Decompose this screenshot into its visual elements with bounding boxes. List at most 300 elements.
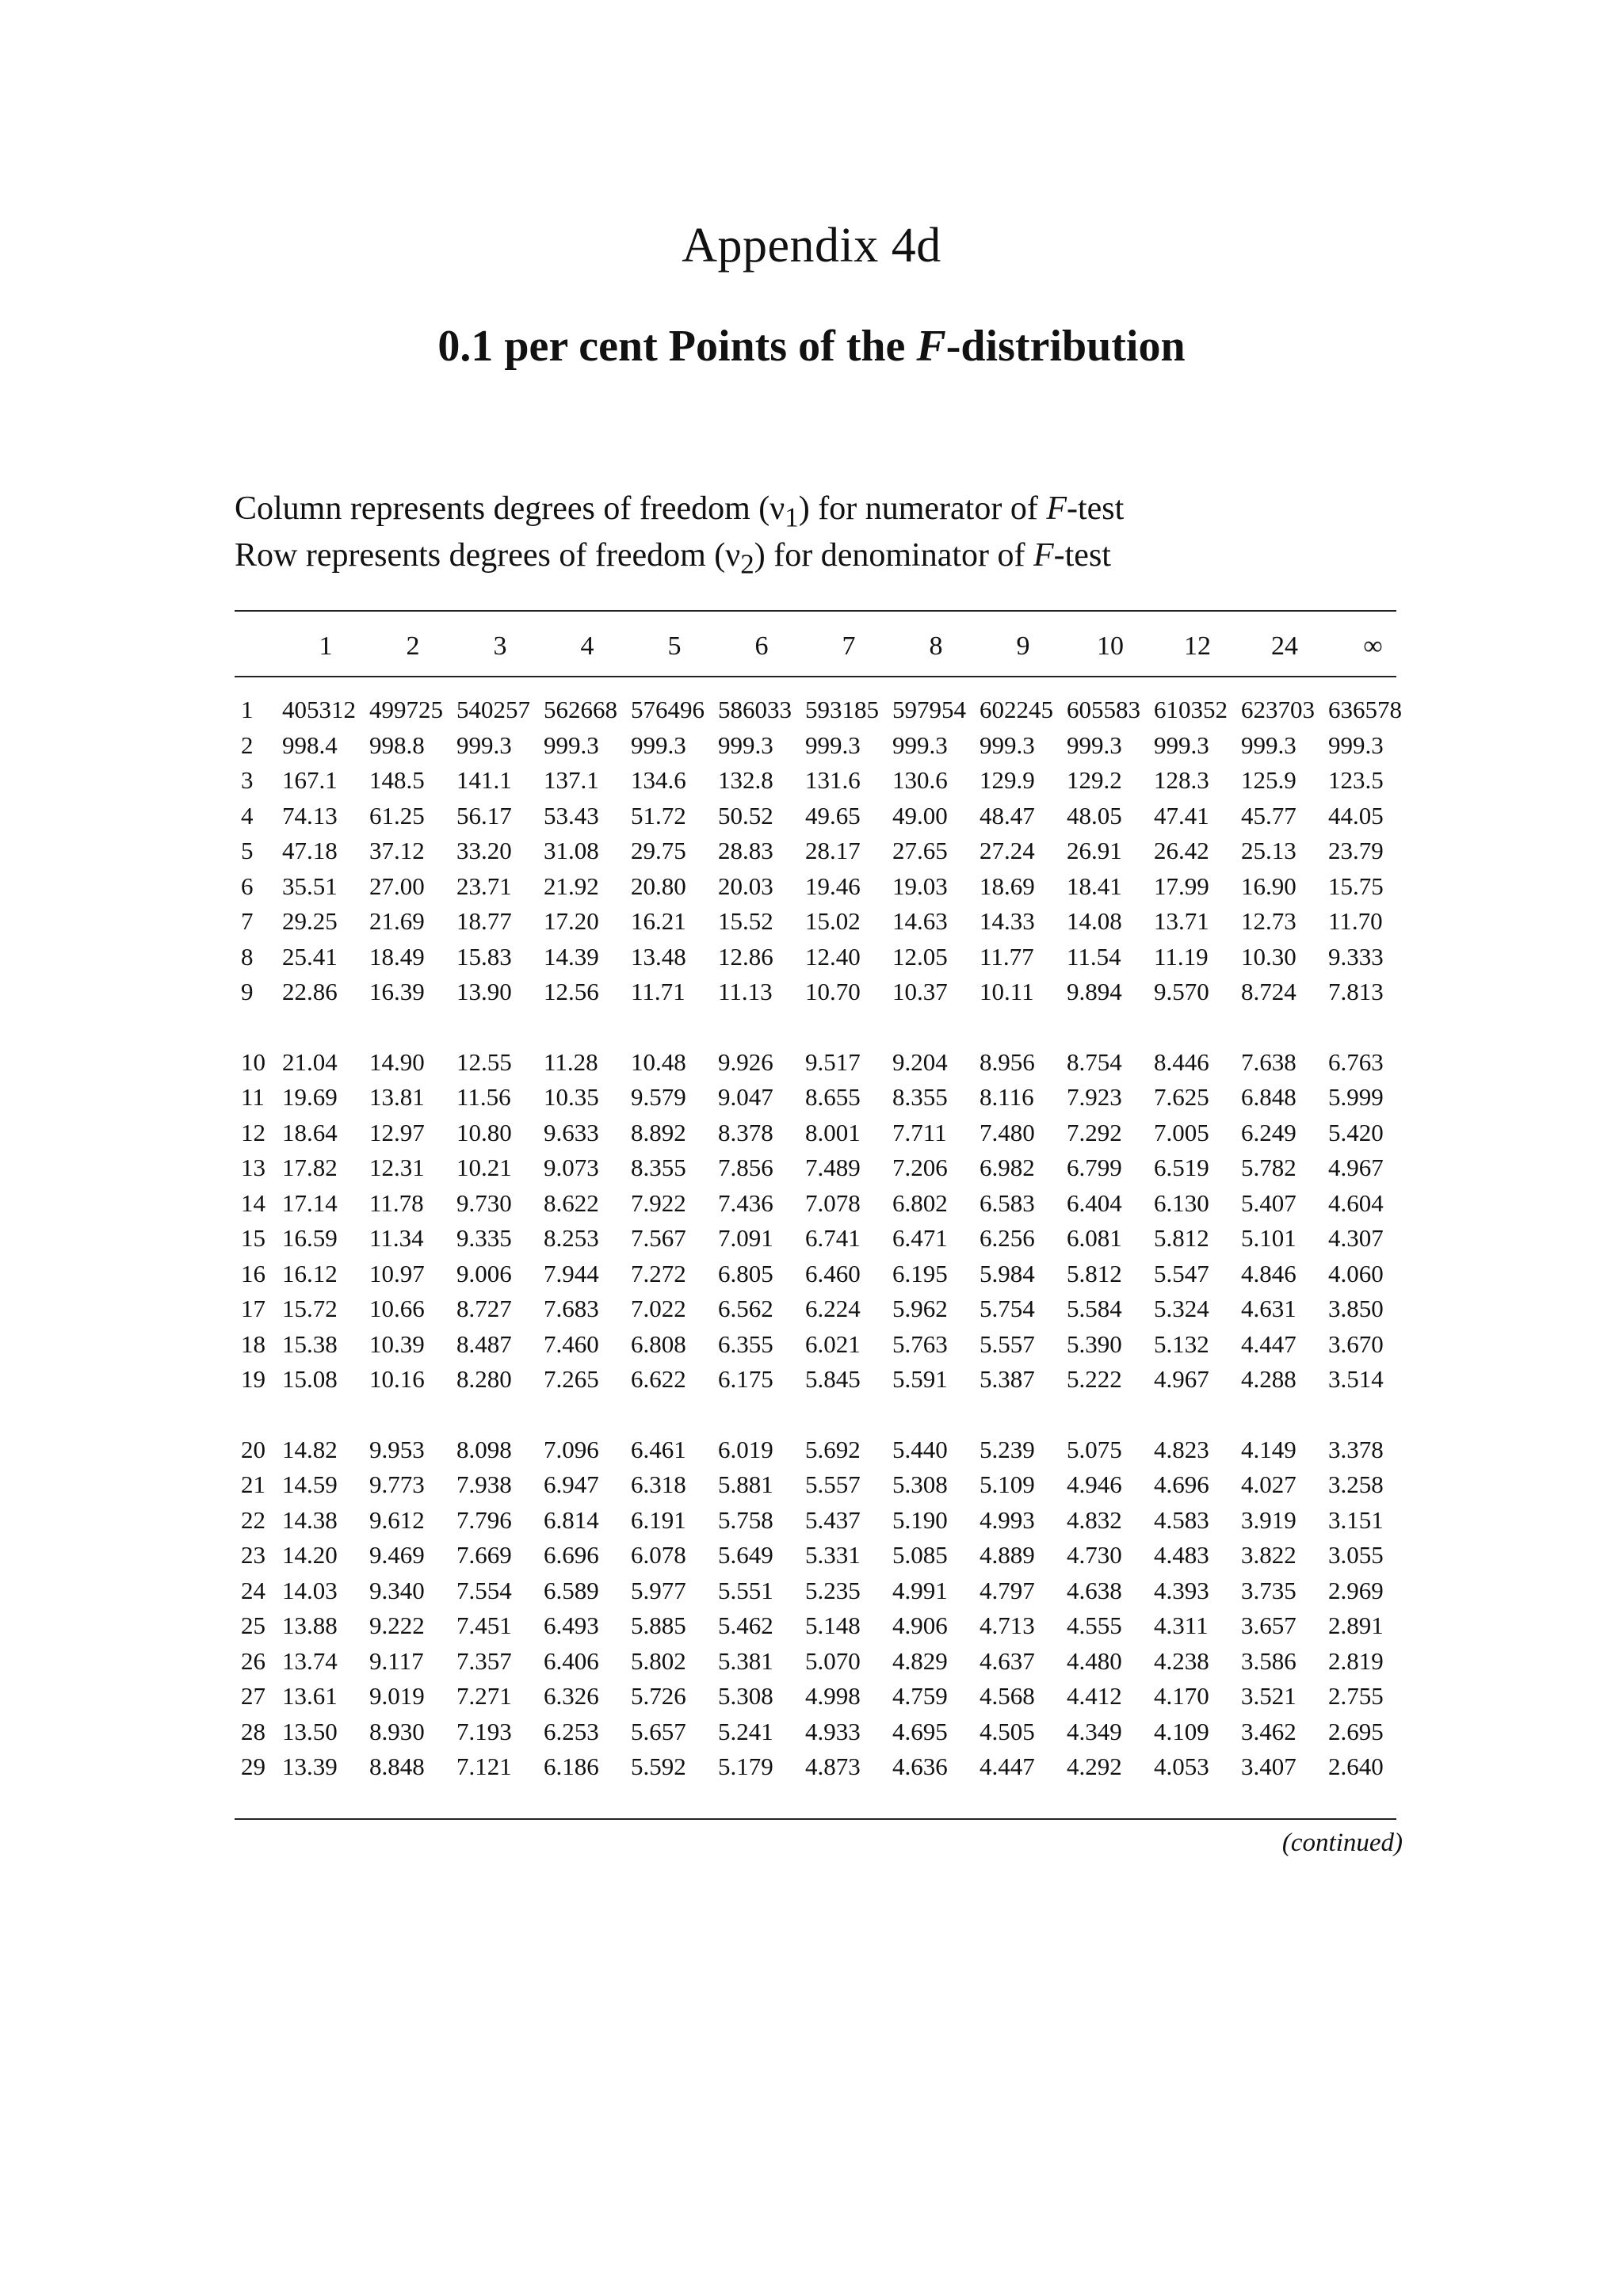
table-cell: 998.8 <box>369 730 425 759</box>
table-cell: 4.555 <box>1067 1611 1122 1640</box>
table-cell: 5.881 <box>718 1470 773 1499</box>
table-cell: 5.812 <box>1067 1259 1122 1287</box>
table-row <box>235 1467 1418 1503</box>
table-cell: 9.730 <box>456 1188 512 1217</box>
row-label: 28 <box>241 1717 265 1745</box>
table-cell: 4.447 <box>980 1753 1035 1781</box>
table-cell: 7.193 <box>456 1717 512 1745</box>
row-label: 24 <box>241 1576 265 1604</box>
column-header: ∞ <box>1363 631 1383 661</box>
table-cell: 3.514 <box>1328 1365 1384 1394</box>
f-distribution-table <box>235 618 1418 1785</box>
table-cell: 3.586 <box>1241 1646 1296 1675</box>
row-label: 14 <box>241 1188 265 1217</box>
table-title-italic: F <box>916 322 946 371</box>
table-cell: 999.3 <box>980 730 1035 759</box>
table-cell: 6.130 <box>1154 1188 1209 1217</box>
row-label: 27 <box>241 1682 265 1711</box>
table-cell: 9.333 <box>1328 942 1384 971</box>
table-cell: 10.11 <box>980 978 1034 1006</box>
table-cell: 14.39 <box>544 942 599 971</box>
table-cell: 10.37 <box>892 978 948 1006</box>
table-cell: 9.953 <box>369 1435 425 1463</box>
table-cell: 14.08 <box>1067 907 1122 936</box>
table-cell: 5.763 <box>892 1329 948 1358</box>
table-cell: 10.39 <box>369 1329 425 1358</box>
table-cell: 28.17 <box>805 837 861 865</box>
table-cell: 5.984 <box>980 1259 1035 1287</box>
table-cell: 7.265 <box>544 1365 599 1394</box>
table-cell: 6.519 <box>1154 1154 1209 1182</box>
table-cell: 623703 <box>1241 696 1315 724</box>
table-cell: 17.20 <box>544 907 599 936</box>
table-cell: 4.412 <box>1067 1682 1122 1711</box>
table-cell: 9.469 <box>369 1541 425 1569</box>
table-cell: 4.823 <box>1154 1435 1209 1463</box>
table-cell: 6.224 <box>805 1295 861 1323</box>
table-cell: 4.846 <box>1241 1259 1296 1287</box>
table-cell: 4.696 <box>1154 1470 1209 1499</box>
table-cell: 2.891 <box>1328 1611 1384 1640</box>
table-cell: 47.41 <box>1154 801 1209 830</box>
table-bottom-rule <box>235 1818 1396 1820</box>
table-cell: 4.636 <box>892 1753 948 1781</box>
table-cell: 5.812 <box>1154 1224 1209 1253</box>
table-cell: 48.47 <box>980 801 1035 830</box>
table-cell: 14.90 <box>369 1047 425 1076</box>
table-cell: 6.404 <box>1067 1188 1122 1217</box>
table-cell: 53.43 <box>544 801 599 830</box>
table-cell: 9.894 <box>1067 978 1122 1006</box>
table-cell: 11.28 <box>544 1047 598 1076</box>
column-header: 5 <box>667 631 682 661</box>
table-cell: 4.480 <box>1067 1646 1122 1675</box>
table-cell: 2.695 <box>1328 1717 1384 1745</box>
table-cell: 49.00 <box>892 801 948 830</box>
table-cell: 9.117 <box>369 1646 424 1675</box>
table-cell: 31.08 <box>544 837 599 865</box>
table-cell: 5.845 <box>805 1365 861 1394</box>
table-cell: 4.998 <box>805 1682 861 1711</box>
table-cell: 5.179 <box>718 1753 773 1781</box>
table-top-rule <box>235 610 1396 612</box>
table-cell: 7.944 <box>544 1259 599 1287</box>
table-cell: 27.24 <box>980 837 1035 865</box>
table-cell: 11.78 <box>369 1188 424 1217</box>
table-cell: 4.797 <box>980 1576 1035 1604</box>
table-cell: 4.873 <box>805 1753 861 1781</box>
table-cell: 12.05 <box>892 942 948 971</box>
table-cell: 2.640 <box>1328 1753 1384 1781</box>
table-cell: 7.625 <box>1154 1083 1209 1112</box>
table-cell: 5.148 <box>805 1611 861 1640</box>
description-line-1-sub: 1 <box>785 502 799 533</box>
table-cell: 5.754 <box>980 1295 1035 1323</box>
table-cell: 9.047 <box>718 1083 773 1112</box>
table-cell: 999.3 <box>718 730 773 759</box>
table-cell: 5.962 <box>892 1295 948 1323</box>
table-row <box>235 940 1418 975</box>
table-spacer <box>235 675 1418 692</box>
row-label: 20 <box>241 1435 265 1463</box>
table-cell: 7.272 <box>631 1259 686 1287</box>
table-cell: 6.589 <box>544 1576 599 1604</box>
table-cell: 999.3 <box>1067 730 1122 759</box>
table-cell: 129.9 <box>980 766 1035 795</box>
table-title <box>0 321 1623 372</box>
row-label: 2 <box>241 730 254 759</box>
table-cell: 999.3 <box>1328 730 1384 759</box>
column-header: 24 <box>1271 631 1298 661</box>
table-cell: 4.946 <box>1067 1470 1122 1499</box>
table-cell: 3.151 <box>1328 1505 1384 1534</box>
table-cell: 3.850 <box>1328 1295 1384 1323</box>
table-cell: 8.116 <box>980 1083 1034 1112</box>
table-cell: 4.713 <box>980 1611 1035 1640</box>
table-row <box>235 1503 1418 1539</box>
table-cell: 597954 <box>892 696 966 724</box>
table-cell: 13.50 <box>282 1717 338 1745</box>
table-row <box>235 1714 1418 1750</box>
row-label: 17 <box>241 1295 265 1323</box>
table-cell: 129.2 <box>1067 766 1122 795</box>
table-cell: 11.70 <box>1328 907 1383 936</box>
row-label: 26 <box>241 1646 265 1675</box>
column-header: 9 <box>1016 631 1030 661</box>
table-cell: 7.005 <box>1154 1118 1209 1146</box>
table-cell: 4.832 <box>1067 1505 1122 1534</box>
table-cell: 13.88 <box>282 1611 338 1640</box>
table-cell: 999.3 <box>631 730 686 759</box>
table-cell: 7.489 <box>805 1154 861 1182</box>
table-cell: 999.3 <box>1241 730 1296 759</box>
table-cell: 4.307 <box>1328 1224 1384 1253</box>
table-cell: 5.190 <box>892 1505 948 1534</box>
table-cell: 11.34 <box>369 1224 424 1253</box>
description-line-1-italic: F <box>1046 490 1067 527</box>
table-cell: 13.61 <box>282 1682 338 1711</box>
table-row <box>235 728 1418 764</box>
table-cell: 6.355 <box>718 1329 773 1358</box>
table-cell: 6.019 <box>718 1435 773 1463</box>
table-cell: 8.355 <box>892 1083 948 1112</box>
table-cell: 4.238 <box>1154 1646 1209 1675</box>
table-cell: 33.20 <box>456 837 512 865</box>
table-cell: 9.204 <box>892 1047 948 1076</box>
table-cell: 5.557 <box>980 1329 1035 1358</box>
table-cell: 405312 <box>282 696 356 724</box>
table-cell: 5.649 <box>718 1541 773 1569</box>
table-cell: 8.280 <box>456 1365 512 1394</box>
column-header: 1 <box>319 631 333 661</box>
table-cell: 605583 <box>1067 696 1140 724</box>
table-cell: 6.460 <box>805 1259 861 1287</box>
table-cell: 15.02 <box>805 907 861 936</box>
table-cell: 16.90 <box>1241 871 1296 900</box>
table-cell: 6.814 <box>544 1505 599 1534</box>
description-line-2 <box>235 536 1124 583</box>
row-label: 7 <box>241 907 254 936</box>
table-cell: 6.763 <box>1328 1047 1384 1076</box>
table-cell: 8.378 <box>718 1118 773 1146</box>
table-cell: 5.235 <box>805 1576 861 1604</box>
table-cell: 8.892 <box>631 1118 686 1146</box>
table-cell: 9.773 <box>369 1470 425 1499</box>
row-label: 16 <box>241 1259 265 1287</box>
row-label: 12 <box>241 1118 265 1146</box>
table-cell: 16.59 <box>282 1224 338 1253</box>
row-label: 13 <box>241 1154 265 1182</box>
table-cell: 593185 <box>805 696 879 724</box>
table-row <box>235 1291 1418 1327</box>
table-cell: 998.4 <box>282 730 338 759</box>
table-cell: 8.622 <box>544 1188 599 1217</box>
table-cell: 6.805 <box>718 1259 773 1287</box>
row-label: 11 <box>241 1083 265 1112</box>
table-cell: 15.75 <box>1328 871 1384 900</box>
table-cell: 6.078 <box>631 1541 686 1569</box>
row-label: 29 <box>241 1753 265 1781</box>
table-cell: 5.462 <box>718 1611 773 1640</box>
table-cell: 6.461 <box>631 1435 686 1463</box>
table-cell: 13.74 <box>282 1646 338 1675</box>
table-cell: 23.71 <box>456 871 512 900</box>
table-cell: 19.46 <box>805 871 861 900</box>
table-cell: 10.97 <box>369 1259 425 1287</box>
table-cell: 7.292 <box>1067 1118 1122 1146</box>
table-cell: 5.241 <box>718 1717 773 1745</box>
table-row <box>235 904 1418 940</box>
table-cell: 5.075 <box>1067 1435 1122 1463</box>
table-cell: 4.991 <box>892 1576 948 1604</box>
continued-note: (continued) <box>1281 1829 1403 1857</box>
table-cell: 4.993 <box>980 1505 1035 1534</box>
row-label: 8 <box>241 942 254 971</box>
table-cell: 4.568 <box>980 1682 1035 1711</box>
table-cell: 602245 <box>980 696 1053 724</box>
column-header: 12 <box>1184 631 1211 661</box>
row-label: 21 <box>241 1470 265 1499</box>
table-cell: 8.727 <box>456 1295 512 1323</box>
table-row <box>235 692 1418 728</box>
table-cell: 12.31 <box>369 1154 425 1182</box>
table-cell: 6.406 <box>544 1646 599 1675</box>
table-cell: 7.460 <box>544 1329 599 1358</box>
table-cell: 13.90 <box>456 978 512 1006</box>
table-cell: 4.967 <box>1328 1154 1384 1182</box>
table-cell: 999.3 <box>805 730 861 759</box>
table-cell: 5.999 <box>1328 1083 1384 1112</box>
table-cell: 6.021 <box>805 1329 861 1358</box>
table-cell: 7.923 <box>1067 1083 1122 1112</box>
table-cell: 576496 <box>631 696 705 724</box>
row-label: 25 <box>241 1611 265 1640</box>
table-cell: 6.186 <box>544 1753 599 1781</box>
row-label-header <box>235 618 282 675</box>
table-cell: 5.109 <box>980 1470 1035 1499</box>
table-cell: 4.637 <box>980 1646 1035 1675</box>
table-cell: 50.52 <box>718 801 773 830</box>
table-cell: 9.019 <box>369 1682 425 1711</box>
row-label: 3 <box>241 766 254 795</box>
table-header-row <box>235 618 1418 675</box>
table-cell: 47.18 <box>282 837 338 865</box>
table-title-post: -distribution <box>945 322 1186 371</box>
table-cell: 6.562 <box>718 1295 773 1323</box>
table-cell: 5.551 <box>718 1576 773 1604</box>
table-cell: 13.81 <box>369 1083 425 1112</box>
table-cell: 56.17 <box>456 801 512 830</box>
table-cell: 4.933 <box>805 1717 861 1745</box>
table-cell: 7.711 <box>892 1118 947 1146</box>
table-cell: 5.440 <box>892 1435 948 1463</box>
table-cell: 29.75 <box>631 837 686 865</box>
description-line-2-mid: ) for denominator of <box>754 537 1033 574</box>
table-cell: 74.13 <box>282 801 338 830</box>
table-cell: 13.39 <box>282 1753 338 1781</box>
table-cell: 6.253 <box>544 1717 599 1745</box>
table-cell: 10.30 <box>1241 942 1296 971</box>
table-cell: 5.657 <box>631 1717 686 1745</box>
table-row <box>235 1080 1418 1116</box>
table-cell: 5.592 <box>631 1753 686 1781</box>
table-cell: 2.755 <box>1328 1682 1384 1711</box>
description-line-2-sub: 2 <box>740 548 754 580</box>
table-cell: 19.69 <box>282 1083 338 1112</box>
table-cell: 14.03 <box>282 1576 338 1604</box>
column-header: 7 <box>842 631 856 661</box>
table-cell: 7.554 <box>456 1576 512 1604</box>
table-cell: 25.13 <box>1241 837 1296 865</box>
table-cell: 10.80 <box>456 1118 512 1146</box>
table-cell: 35.51 <box>282 871 338 900</box>
table-cell: 14.59 <box>282 1470 338 1499</box>
table-cell: 22.86 <box>282 978 338 1006</box>
table-cell: 5.584 <box>1067 1295 1122 1323</box>
table-cell: 9.579 <box>631 1083 686 1112</box>
table-cell: 15.52 <box>718 907 773 936</box>
column-header: 6 <box>754 631 769 661</box>
table-cell: 37.12 <box>369 837 425 865</box>
table-cell: 12.86 <box>718 942 773 971</box>
table-cell: 9.517 <box>805 1047 861 1076</box>
table-cell: 14.82 <box>282 1435 338 1463</box>
column-header: 2 <box>406 631 420 661</box>
table-cell: 14.20 <box>282 1541 338 1569</box>
table-cell: 4.027 <box>1241 1470 1296 1499</box>
table-cell: 7.022 <box>631 1295 686 1323</box>
table-row <box>235 1679 1418 1714</box>
table-cell: 7.683 <box>544 1295 599 1323</box>
table-cell: 540257 <box>456 696 530 724</box>
table-cell: 44.05 <box>1328 801 1384 830</box>
table-cell: 5.977 <box>631 1576 686 1604</box>
table-cell: 8.001 <box>805 1118 861 1146</box>
table-cell: 586033 <box>718 696 792 724</box>
table-cell: 16.21 <box>631 907 686 936</box>
table-cell: 7.480 <box>980 1118 1035 1146</box>
row-label: 4 <box>241 801 254 830</box>
table-cell: 21.04 <box>282 1047 338 1076</box>
table-cell: 4.311 <box>1154 1611 1209 1640</box>
appendix-title: Appendix 4d <box>682 219 941 273</box>
column-header: 3 <box>493 631 507 661</box>
table-cell: 6.802 <box>892 1188 948 1217</box>
table-cell: 5.726 <box>631 1682 686 1711</box>
table-cell: 4.109 <box>1154 1717 1209 1745</box>
table-cell: 5.420 <box>1328 1118 1384 1146</box>
table-cell: 6.471 <box>892 1224 948 1253</box>
table-description <box>235 490 1124 584</box>
table-cell: 7.271 <box>456 1682 512 1711</box>
table-cell: 45.77 <box>1241 801 1296 830</box>
table-row <box>235 1045 1418 1081</box>
table-cell: 10.48 <box>631 1047 686 1076</box>
table-cell: 5.547 <box>1154 1259 1209 1287</box>
table-cell: 18.77 <box>456 907 512 936</box>
table-cell: 11.56 <box>456 1083 511 1112</box>
table-cell: 3.378 <box>1328 1435 1384 1463</box>
table-cell: 27.65 <box>892 837 948 865</box>
table-cell: 20.80 <box>631 871 686 900</box>
column-header: 4 <box>580 631 594 661</box>
table-cell: 137.1 <box>544 766 599 795</box>
table-cell: 125.9 <box>1241 766 1296 795</box>
table-row <box>235 974 1418 1010</box>
table-cell: 8.355 <box>631 1154 686 1182</box>
table-cell: 3.258 <box>1328 1470 1384 1499</box>
group-gap <box>235 1398 1418 1432</box>
table-cell: 6.808 <box>631 1329 686 1358</box>
table-row <box>235 1257 1418 1292</box>
description-line-1 <box>235 490 1124 536</box>
table-cell: 132.8 <box>718 766 773 795</box>
table-cell: 134.6 <box>631 766 686 795</box>
row-label: 18 <box>241 1329 265 1358</box>
description-line-1-post: -test <box>1066 490 1125 527</box>
table-cell: 4.906 <box>892 1611 948 1640</box>
table-cell: 21.69 <box>369 907 425 936</box>
table-cell: 48.05 <box>1067 801 1122 830</box>
table-cell: 5.390 <box>1067 1329 1122 1358</box>
table-cell: 11.77 <box>980 942 1034 971</box>
table-row <box>235 1150 1418 1186</box>
table-cell: 8.956 <box>980 1047 1035 1076</box>
table-cell: 131.6 <box>805 766 861 795</box>
table-cell: 6.256 <box>980 1224 1035 1253</box>
row-label: 1 <box>241 696 254 724</box>
table-cell: 5.308 <box>892 1470 948 1499</box>
table-cell: 999.3 <box>1154 730 1209 759</box>
table-cell: 9.335 <box>456 1224 512 1253</box>
table-cell: 4.638 <box>1067 1576 1122 1604</box>
table-cell: 5.085 <box>892 1541 948 1569</box>
row-label: 10 <box>241 1047 265 1076</box>
table-cell: 12.56 <box>544 978 599 1006</box>
table-cell: 12.97 <box>369 1118 425 1146</box>
table-cell: 6.982 <box>980 1154 1035 1182</box>
table-cell: 2.969 <box>1328 1576 1384 1604</box>
table-cell: 4.695 <box>892 1717 948 1745</box>
table-cell: 999.3 <box>892 730 948 759</box>
table-cell: 499725 <box>369 696 443 724</box>
table-cell: 9.633 <box>544 1118 599 1146</box>
table-row <box>235 833 1418 869</box>
table-cell: 5.239 <box>980 1435 1035 1463</box>
table-cell: 8.930 <box>369 1717 425 1745</box>
table-cell: 9.926 <box>718 1047 773 1076</box>
table-row <box>235 1608 1418 1644</box>
